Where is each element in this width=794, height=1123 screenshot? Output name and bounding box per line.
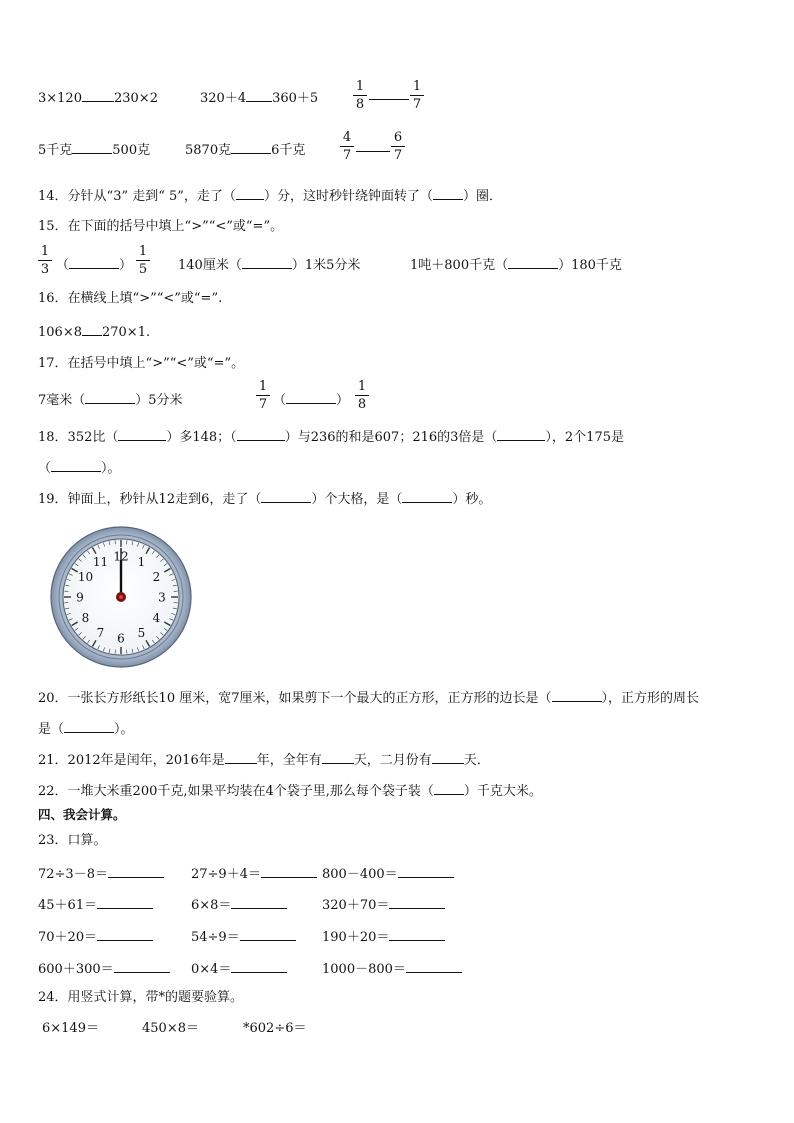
oral-calc-expr: 70＋20＝ [38, 930, 98, 945]
answer-blank[interactable] [240, 927, 296, 941]
oral-calc-expr: 54÷9＝ [191, 930, 240, 945]
answer-blank[interactable] [97, 927, 153, 941]
answer-blank[interactable] [231, 140, 271, 154]
question-15-item1: （ ） [56, 255, 132, 275]
answer-blank[interactable] [108, 864, 164, 878]
expr: 230×2 [113, 91, 158, 106]
compare-row2-a [38, 140, 150, 160]
clock-illustration [50, 526, 192, 668]
answer-blank[interactable] [72, 140, 112, 154]
answer-blank[interactable] [85, 390, 135, 404]
question-14: 14．分针从“3” 走到“ 5”，走了（ ）分，这时秒针绕钟面转了（ ）圈． [38, 186, 502, 206]
answer-blank[interactable] [246, 88, 272, 102]
oral-calc-item [191, 895, 287, 915]
question-15-title: 15．在下面的括号中填上“>”“<”或“=”。 [38, 219, 284, 234]
question-15-item2: 140厘米（ ）1米5分米 [178, 255, 360, 275]
question-23-title: 23．口算。 [38, 833, 107, 848]
clock-center-dot [119, 595, 123, 599]
question-22: 22．一堆大米重200千克,如果平均装在4个袋子里,那么每个袋子装（ ）千克大米。 [38, 781, 542, 801]
answer-blank[interactable] [225, 750, 257, 764]
oral-calc-expr: 600＋300＝ [38, 962, 114, 977]
answer-blank[interactable] [286, 390, 336, 404]
answer-blank[interactable] [497, 427, 545, 441]
answer-blank[interactable] [261, 864, 317, 878]
oral-calc-expr: 190＋20＝ [322, 930, 390, 945]
answer-blank[interactable] [398, 864, 454, 878]
fraction: 1 7 [256, 379, 270, 412]
fraction: 1 7 [410, 79, 424, 112]
fraction: 1 5 [136, 244, 150, 277]
question-17-item2: （ ） [273, 390, 349, 410]
expr: 500克 [112, 143, 151, 158]
compare-row1-b [200, 88, 318, 108]
oral-calc-expr: 800－400＝ [322, 867, 398, 882]
compare-row1-a [38, 88, 158, 108]
clock-number: 12 [113, 549, 129, 564]
clock-number: 10 [77, 570, 94, 584]
answer-blank[interactable] [389, 895, 445, 909]
answer-blank[interactable] [97, 895, 153, 909]
oral-calc-expr: 1000－800＝ [322, 962, 406, 977]
oral-calc-expr: 320＋70＝ [322, 898, 390, 913]
clock-number: 4 [152, 611, 161, 625]
oral-calc-item [38, 959, 170, 979]
expr: 6千克 [271, 143, 306, 158]
fraction: 6 7 [391, 130, 405, 163]
oral-calc-item [38, 864, 164, 884]
clock-number: 8 [81, 611, 90, 625]
answer-blank[interactable] [434, 781, 464, 795]
answer-blank[interactable] [242, 255, 292, 269]
answer-blank[interactable] [236, 186, 264, 200]
answer-blank[interactable] [231, 959, 287, 973]
vertical-calc-item-3: *602÷6＝ [243, 1021, 307, 1036]
answer-blank[interactable] [552, 688, 602, 702]
answer-blank[interactable] [237, 427, 285, 441]
question-18-line2: （ ）。 [38, 458, 121, 478]
answer-blank[interactable] [118, 427, 166, 441]
question-20: 20．一张长方形纸长10 厘米，宽7厘米，如果剪下一个最大的正方形，正方形的边长是（ ），正方形的周长 [38, 688, 699, 708]
expr: 5千克 [38, 143, 73, 158]
answer-blank[interactable] [402, 489, 452, 503]
oral-calc-item [38, 895, 153, 915]
oral-calc-item [322, 864, 454, 884]
oral-calc-item [322, 959, 462, 979]
clock-number: 3 [158, 590, 166, 605]
question-16-title: 16．在横线上填“>”“<”或“=”. [38, 291, 223, 306]
fraction: 1 8 [355, 379, 369, 412]
oral-calc-item [191, 959, 287, 979]
answer-blank[interactable] [261, 489, 311, 503]
clock-number: 1 [137, 554, 146, 569]
vertical-calc-item-2: 450×8＝ [142, 1021, 199, 1036]
clock-number: 5 [137, 626, 146, 641]
question-17-item1: 7毫米（ ）5分米 [38, 390, 183, 410]
oral-calc-item [38, 927, 153, 947]
oral-calc-expr: 72÷3－8＝ [38, 867, 108, 882]
fraction: 1 8 [353, 79, 367, 112]
expr: 360＋5 [272, 91, 319, 106]
answer-blank[interactable] [369, 86, 409, 100]
answer-blank[interactable] [508, 255, 558, 269]
question-15-item3: 1吨＋800千克（ ）180千克 [410, 255, 622, 275]
oral-calc-item [322, 895, 445, 915]
question-20-line2: 是（ ）。 [38, 719, 134, 739]
answer-blank[interactable] [356, 138, 390, 152]
answer-blank[interactable] [51, 458, 101, 472]
answer-blank[interactable] [114, 959, 170, 973]
question-17-title: 17．在括号中填上“>”“<”或“=”。 [38, 356, 245, 371]
clock-number: 6 [117, 631, 125, 646]
clock-number: 7 [96, 626, 105, 641]
clock-number: 2 [152, 570, 161, 584]
answer-blank[interactable] [322, 750, 354, 764]
answer-blank[interactable] [82, 88, 114, 102]
oral-calc-expr: 27÷9＋4＝ [191, 867, 261, 882]
question-16-expr: 106×8 270×1. [38, 322, 150, 342]
expr: 3×120 [38, 91, 82, 106]
oral-calc-expr: 45＋61＝ [38, 898, 98, 913]
answer-blank[interactable] [64, 719, 114, 733]
clock-number: 11 [92, 554, 109, 569]
expr: 5870克 [185, 143, 232, 158]
answer-blank[interactable] [389, 927, 445, 941]
answer-blank[interactable] [69, 255, 119, 269]
answer-blank[interactable] [406, 959, 462, 973]
question-18: 18．352比（ ）多148；（ ）与236的和是607；216的3倍是（ ），2个175是 [38, 427, 624, 447]
vertical-calc-item-1: 6×149＝ [42, 1021, 99, 1036]
expr: 320＋4 [200, 91, 247, 106]
oral-calc-expr: 0×4＝ [191, 962, 232, 977]
answer-blank[interactable] [231, 895, 287, 909]
clock-number: 9 [76, 590, 84, 605]
answer-blank[interactable] [433, 186, 463, 200]
oral-calc-expr: 6×8＝ [191, 898, 232, 913]
answer-blank[interactable] [82, 322, 102, 336]
answer-blank[interactable] [432, 750, 464, 764]
fraction: 1 3 [38, 244, 52, 277]
question-19: 19．钟面上，秒针从12走到6，走了（ ）个大格，是（ ）秒。 [38, 489, 491, 509]
question-24-title: 24．用竖式计算，带*的题要验算。 [38, 990, 244, 1005]
oral-calc-item [322, 927, 445, 947]
section-4-title: 四、我会计算。 [38, 807, 126, 822]
oral-calc-item [191, 864, 317, 884]
fraction: 4 7 [340, 130, 354, 163]
oral-calc-item [191, 927, 296, 947]
question-21: 21．2012年是闰年，2016年是 年，全年有 天，二月份有 天． [38, 750, 490, 770]
compare-row2-b [185, 140, 305, 160]
